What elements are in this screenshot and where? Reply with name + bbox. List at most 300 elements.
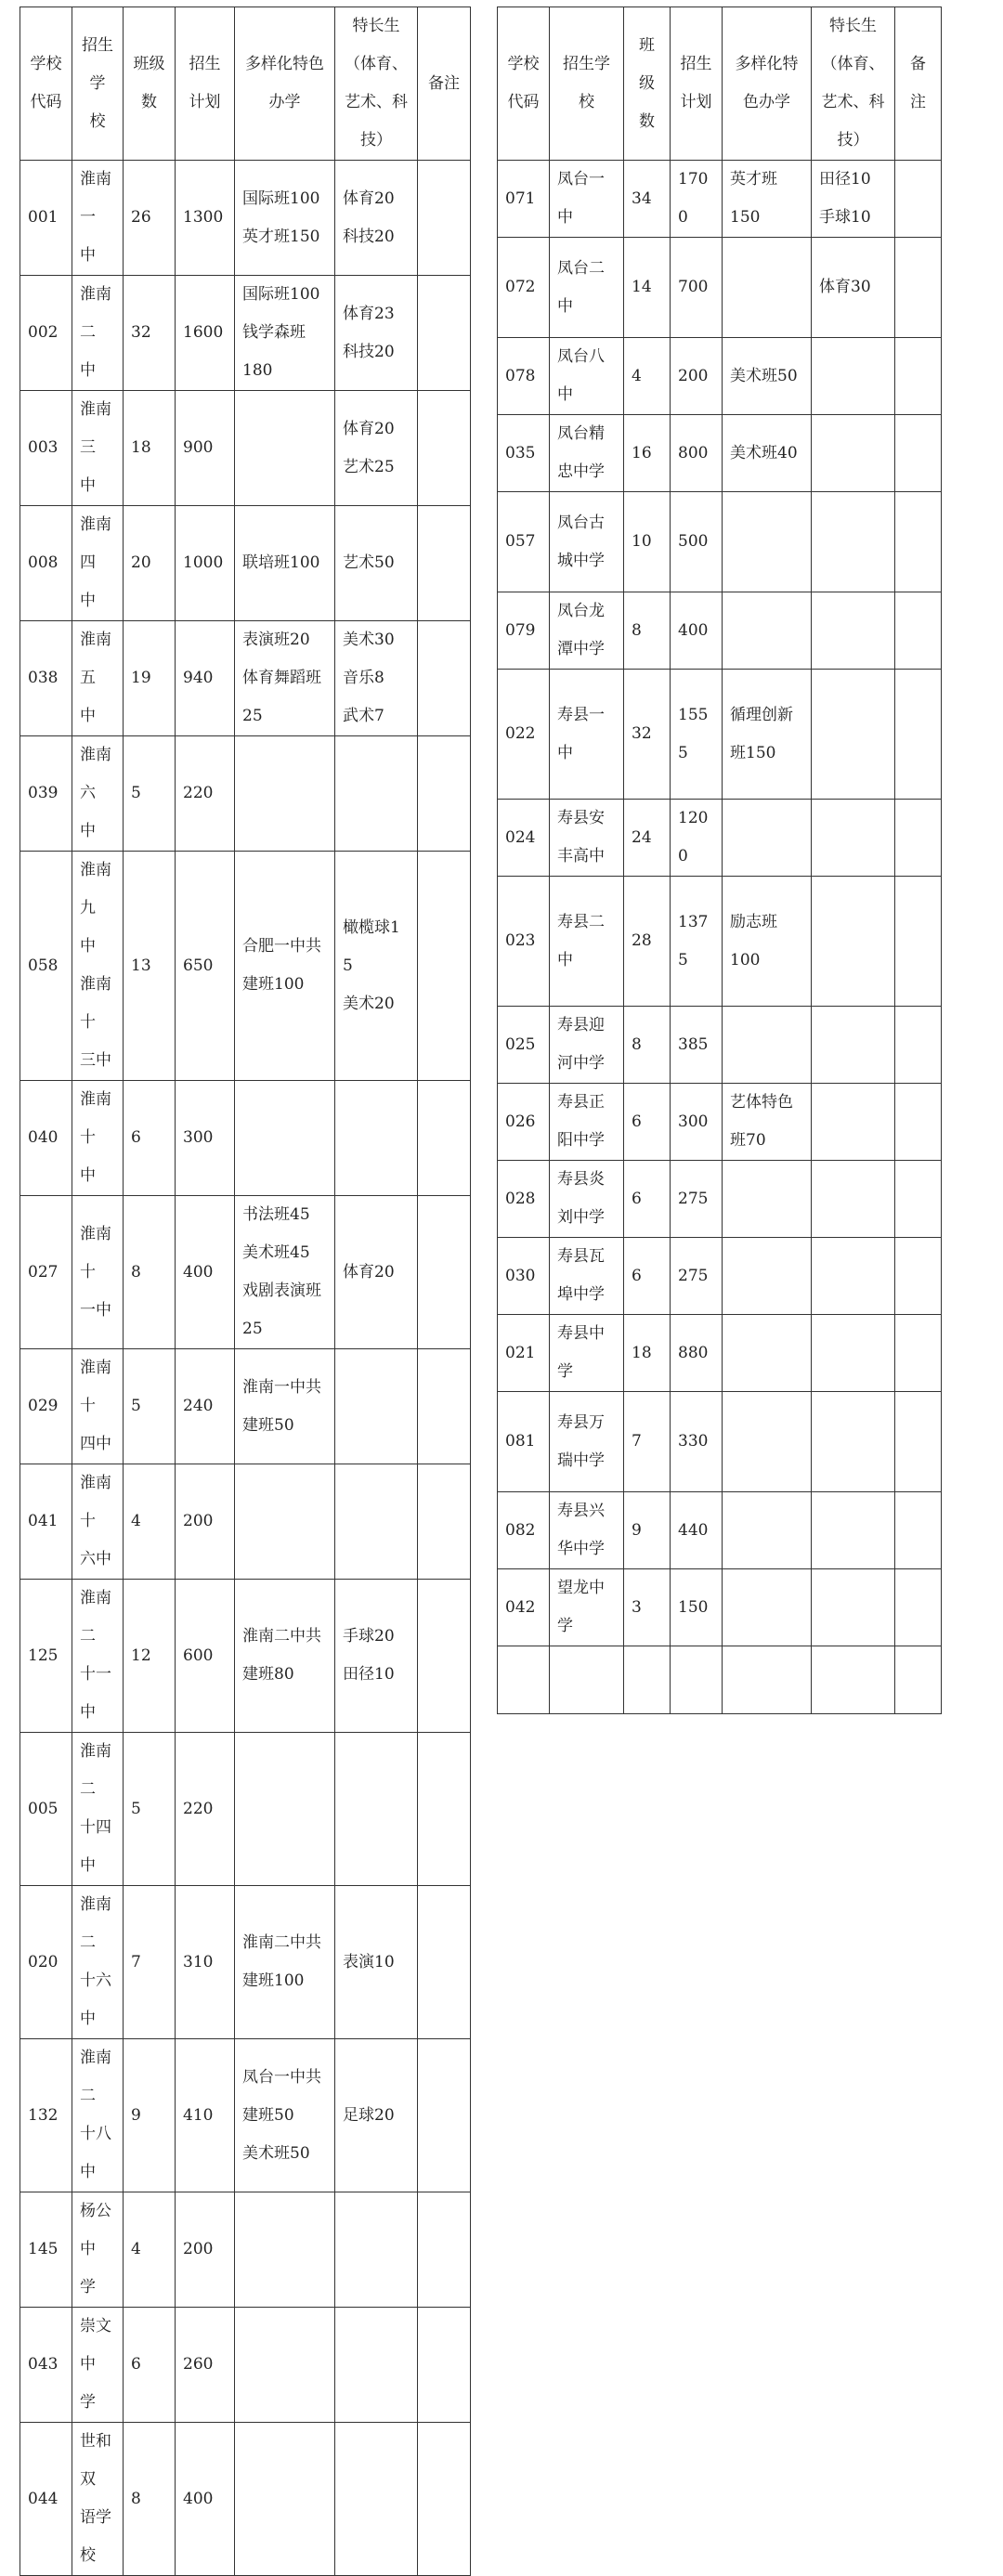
table-header-row	[498, 7, 942, 161]
enrollment-plan-cell: 200	[671, 338, 723, 415]
school-code-cell: 057	[498, 492, 550, 592]
school-code-cell: 058	[20, 852, 72, 1081]
table-row	[498, 238, 942, 338]
enrollment-plan-cell: 1555	[671, 670, 723, 800]
diverse-program-cell: 淮南一中共 建班50	[235, 1349, 335, 1464]
enrollment-plan-cell: 275	[671, 1238, 723, 1315]
remarks-cell	[895, 415, 942, 492]
school-code-cell: 005	[20, 1733, 72, 1886]
specialty-students-cell	[812, 492, 895, 592]
enrollment-plan-cell: 940	[176, 621, 235, 736]
specialty-students-cell: 体育20 科技20	[335, 161, 418, 276]
school-code-cell: 040	[20, 1081, 72, 1196]
enrollment-table-left	[20, 7, 471, 2576]
specialty-students-cell	[812, 1315, 895, 1392]
specialty-students-cell: 手球20 田径10	[335, 1580, 418, 1733]
header-remarks: 备 注	[895, 7, 942, 161]
specialty-students-cell	[335, 1349, 418, 1464]
class-count-cell: 6	[124, 2308, 176, 2423]
school-name-cell: 望龙中 学	[550, 1569, 624, 1646]
table-row	[20, 2308, 471, 2423]
school-name-cell: 淮南十 六中	[72, 1464, 124, 1580]
school-code-cell: 025	[498, 1007, 550, 1084]
school-name-cell: 寿县一 中	[550, 670, 624, 800]
class-count-cell: 5	[124, 1349, 176, 1464]
diverse-program-cell: 英才班 150	[723, 161, 812, 238]
table-row	[498, 1569, 942, 1646]
school-name-cell: 淮南十 四中	[72, 1349, 124, 1464]
enrollment-plan-cell: 1600	[176, 276, 235, 391]
school-name-cell: 寿县兴 华中学	[550, 1492, 624, 1569]
class-count-cell: 7	[124, 1886, 176, 2039]
remarks-cell	[895, 1007, 942, 1084]
header-enrollment-plan: 招生 计划	[671, 7, 723, 161]
diverse-program-cell: 联培班100	[235, 506, 335, 621]
diverse-program-cell	[235, 2423, 335, 2576]
school-code-cell: 020	[20, 1886, 72, 2039]
specialty-students-cell	[812, 670, 895, 800]
enrollment-plan-cell: 1000	[176, 506, 235, 621]
remarks-cell	[895, 877, 942, 1007]
class-count-cell: 14	[624, 238, 671, 338]
table-row	[20, 736, 471, 852]
diverse-program-cell	[723, 592, 812, 670]
enrollment-plan-cell: 150	[671, 1569, 723, 1646]
class-count-cell: 10	[624, 492, 671, 592]
diverse-program-cell: 国际班100 钱学森班 180	[235, 276, 335, 391]
table-row	[20, 1081, 471, 1196]
diverse-program-cell	[723, 238, 812, 338]
school-name-cell: 凤台八 中	[550, 338, 624, 415]
school-code-cell: 041	[20, 1464, 72, 1580]
remarks-cell	[418, 1464, 471, 1580]
enrollment-plan-cell: 300	[176, 1081, 235, 1196]
enrollment-plan-cell: 310	[176, 1886, 235, 2039]
class-count-cell: 16	[624, 415, 671, 492]
header-diverse-program: 多样化特色 办学	[235, 7, 335, 161]
table-row	[20, 1349, 471, 1464]
diverse-program-cell	[235, 391, 335, 506]
specialty-students-cell	[812, 800, 895, 877]
diverse-program-cell	[723, 492, 812, 592]
remarks-cell	[895, 1569, 942, 1646]
school-name-cell: 寿县炎 刘中学	[550, 1161, 624, 1238]
table-row	[20, 2039, 471, 2192]
enrollment-plan-cell: 440	[671, 1492, 723, 1569]
class-count-cell: 32	[624, 670, 671, 800]
class-count-cell: 34	[624, 161, 671, 238]
diverse-program-cell: 凤台一中共 建班50 美术班50	[235, 2039, 335, 2192]
school-name-cell: 淮南四 中	[72, 506, 124, 621]
diverse-program-cell: 美术班40	[723, 415, 812, 492]
diverse-program-cell: 励志班 100	[723, 877, 812, 1007]
school-name-cell: 寿县二 中	[550, 877, 624, 1007]
school-name-cell: 凤台精 忠中学	[550, 415, 624, 492]
enrollment-plan-cell: 200	[176, 2192, 235, 2308]
specialty-students-cell	[812, 1161, 895, 1238]
school-code-cell: 071	[498, 161, 550, 238]
remarks-cell	[418, 1081, 471, 1196]
school-code-cell: 081	[498, 1392, 550, 1492]
enrollment-plan-cell: 240	[176, 1349, 235, 1464]
remarks-cell	[895, 1392, 942, 1492]
school-code-cell: 023	[498, 877, 550, 1007]
school-name-cell: 淮南一 中	[72, 161, 124, 276]
table-row	[498, 492, 942, 592]
school-code-cell: 072	[498, 238, 550, 338]
class-count-cell: 4	[124, 2192, 176, 2308]
specialty-students-cell	[812, 1238, 895, 1315]
school-code-cell: 044	[20, 2423, 72, 2576]
specialty-students-cell: 表演10	[335, 1886, 418, 2039]
table-row	[20, 1733, 471, 1886]
header-school-code: 学校 代码	[20, 7, 72, 161]
school-code-cell: 026	[498, 1084, 550, 1161]
class-count-cell: 4	[624, 338, 671, 415]
school-code-cell: 079	[498, 592, 550, 670]
school-code-cell: 145	[20, 2192, 72, 2308]
header-specialty-students: 特长生 （体育、 艺术、科 技）	[335, 7, 418, 161]
diverse-program-cell: 循理创新 班150	[723, 670, 812, 800]
school-name-cell: 淮南三 中	[72, 391, 124, 506]
enrollment-plan-cell: 400	[176, 2423, 235, 2576]
remarks-cell	[418, 2039, 471, 2192]
school-code-cell: 003	[20, 391, 72, 506]
enrollment-plan-cell: 275	[671, 1161, 723, 1238]
school-code-cell: 132	[20, 2039, 72, 2192]
enrollment-plan-cell: 300	[671, 1084, 723, 1161]
remarks-cell	[895, 670, 942, 800]
remarks-cell	[895, 338, 942, 415]
table-row	[498, 1238, 942, 1315]
diverse-program-cell	[235, 2192, 335, 2308]
enrollment-plan-cell: 880	[671, 1315, 723, 1392]
specialty-students-cell	[812, 1492, 895, 1569]
school-name-cell: 淮南二 十六中	[72, 1886, 124, 2039]
school-name-cell: 淮南二 十一中	[72, 1580, 124, 1733]
table-header-row	[20, 7, 471, 161]
table-row	[20, 1886, 471, 2039]
class-count-cell: 8	[124, 1196, 176, 1349]
school-name-cell: 寿县万 瑞中学	[550, 1392, 624, 1492]
class-count-cell: 3	[624, 1569, 671, 1646]
remarks-cell	[418, 506, 471, 621]
specialty-students-cell	[812, 1084, 895, 1161]
class-count-cell: 20	[124, 506, 176, 621]
remarks-cell	[418, 1733, 471, 1886]
school-code-cell: 035	[498, 415, 550, 492]
enrollment-plan-cell: 1200	[671, 800, 723, 877]
table-row	[498, 1007, 942, 1084]
diverse-program-cell: 美术班50	[723, 338, 812, 415]
diverse-program-cell	[723, 800, 812, 877]
school-name-cell: 寿县迎 河中学	[550, 1007, 624, 1084]
enrollment-plan-cell: 220	[176, 736, 235, 852]
school-code-cell: 002	[20, 276, 72, 391]
specialty-students-cell: 美术30 音乐8 武术7	[335, 621, 418, 736]
diverse-program-cell	[235, 1081, 335, 1196]
enrollment-tables	[20, 7, 942, 2576]
school-code-cell: 125	[20, 1580, 72, 1733]
enrollment-plan-cell: 330	[671, 1392, 723, 1492]
diverse-program-cell: 艺体特色 班70	[723, 1084, 812, 1161]
table-row	[498, 1646, 942, 1714]
class-count-cell: 6	[124, 1081, 176, 1196]
remarks-cell	[895, 1238, 942, 1315]
specialty-students-cell: 体育20	[335, 1196, 418, 1349]
specialty-students-cell	[812, 592, 895, 670]
school-code-cell: 028	[498, 1161, 550, 1238]
enrollment-plan-cell: 260	[176, 2308, 235, 2423]
school-code-cell: 030	[498, 1238, 550, 1315]
remarks-cell	[418, 2308, 471, 2423]
school-name-cell	[550, 1646, 624, 1714]
specialty-students-cell	[812, 1569, 895, 1646]
remarks-cell	[895, 1315, 942, 1392]
header-school-name: 招生学 校	[72, 7, 124, 161]
specialty-students-cell	[812, 1392, 895, 1492]
table-row	[498, 1315, 942, 1392]
enrollment-plan-cell: 400	[671, 592, 723, 670]
diverse-program-cell	[723, 1646, 812, 1714]
school-name-cell: 寿县安 丰高中	[550, 800, 624, 877]
table-row	[20, 276, 471, 391]
remarks-cell	[895, 592, 942, 670]
table-row	[498, 592, 942, 670]
class-count-cell: 5	[124, 736, 176, 852]
table-row	[498, 1392, 942, 1492]
specialty-students-cell	[812, 877, 895, 1007]
school-code-cell: 043	[20, 2308, 72, 2423]
header-specialty-students: 特长生 （体育、 艺术、科 技）	[812, 7, 895, 161]
class-count-cell: 9	[624, 1492, 671, 1569]
remarks-cell	[895, 1492, 942, 1569]
enrollment-plan-cell: 200	[176, 1464, 235, 1580]
specialty-students-cell	[335, 2192, 418, 2308]
specialty-students-cell: 体育23 科技20	[335, 276, 418, 391]
specialty-students-cell: 体育20 艺术25	[335, 391, 418, 506]
remarks-cell	[418, 621, 471, 736]
remarks-cell	[895, 1646, 942, 1714]
diverse-program-cell: 表演班20 体育舞蹈班 25	[235, 621, 335, 736]
diverse-program-cell	[235, 2308, 335, 2423]
class-count-cell: 26	[124, 161, 176, 276]
school-name-cell: 凤台古 城中学	[550, 492, 624, 592]
table-row	[20, 852, 471, 1081]
remarks-cell	[418, 1886, 471, 2039]
class-count-cell: 32	[124, 276, 176, 391]
specialty-students-cell: 艺术50	[335, 506, 418, 621]
school-code-cell: 039	[20, 736, 72, 852]
specialty-students-cell	[812, 1007, 895, 1084]
specialty-students-cell	[335, 1081, 418, 1196]
header-class-count: 班 级 数	[624, 7, 671, 161]
table-row	[498, 1084, 942, 1161]
school-code-cell: 021	[498, 1315, 550, 1392]
diverse-program-cell	[723, 1392, 812, 1492]
specialty-students-cell	[335, 2423, 418, 2576]
school-name-cell: 淮南二 中	[72, 276, 124, 391]
enrollment-plan-cell: 800	[671, 415, 723, 492]
class-count-cell: 19	[124, 621, 176, 736]
table-row	[498, 800, 942, 877]
school-code-cell	[498, 1646, 550, 1714]
school-name-cell: 淮南十 一中	[72, 1196, 124, 1349]
remarks-cell	[895, 161, 942, 238]
class-count-cell: 8	[124, 2423, 176, 2576]
remarks-cell	[418, 276, 471, 391]
school-name-cell: 世和双 语学校	[72, 2423, 124, 2576]
enrollment-plan-cell: 410	[176, 2039, 235, 2192]
remarks-cell	[418, 2192, 471, 2308]
diverse-program-cell	[723, 1569, 812, 1646]
diverse-program-cell: 淮南二中共 建班80	[235, 1580, 335, 1733]
diverse-program-cell	[723, 1238, 812, 1315]
diverse-program-cell	[723, 1161, 812, 1238]
school-code-cell: 082	[498, 1492, 550, 1569]
school-code-cell: 008	[20, 506, 72, 621]
school-name-cell: 淮南九 中 淮南十 三中	[72, 852, 124, 1081]
school-code-cell: 022	[498, 670, 550, 800]
diverse-program-cell: 合肥一中共 建班100	[235, 852, 335, 1081]
class-count-cell: 18	[624, 1315, 671, 1392]
class-count-cell: 12	[124, 1580, 176, 1733]
school-name-cell: 淮南五 中	[72, 621, 124, 736]
class-count-cell: 28	[624, 877, 671, 1007]
enrollment-plan-cell: 650	[176, 852, 235, 1081]
remarks-cell	[418, 1196, 471, 1349]
school-code-cell: 078	[498, 338, 550, 415]
specialty-students-cell	[335, 1464, 418, 1580]
diverse-program-cell	[723, 1315, 812, 1392]
enrollment-plan-cell: 400	[176, 1196, 235, 1349]
diverse-program-cell	[723, 1007, 812, 1084]
specialty-students-cell	[335, 2308, 418, 2423]
class-count-cell: 4	[124, 1464, 176, 1580]
specialty-students-cell: 足球20	[335, 2039, 418, 2192]
specialty-students-cell	[812, 338, 895, 415]
enrollment-plan-cell: 900	[176, 391, 235, 506]
class-count-cell: 8	[624, 1007, 671, 1084]
enrollment-plan-cell: 1300	[176, 161, 235, 276]
school-name-cell: 凤台二 中	[550, 238, 624, 338]
school-name-cell: 凤台龙 潭中学	[550, 592, 624, 670]
school-name-cell: 崇文中 学	[72, 2308, 124, 2423]
header-diverse-program: 多样化特 色办学	[723, 7, 812, 161]
table-row	[20, 2423, 471, 2576]
school-code-cell: 024	[498, 800, 550, 877]
school-code-cell: 001	[20, 161, 72, 276]
class-count-cell: 6	[624, 1084, 671, 1161]
enrollment-plan-cell: 500	[671, 492, 723, 592]
class-count-cell: 9	[124, 2039, 176, 2192]
remarks-cell	[895, 1161, 942, 1238]
table-row	[498, 338, 942, 415]
school-code-cell: 042	[498, 1569, 550, 1646]
school-name-cell: 凤台一 中	[550, 161, 624, 238]
table-row	[498, 877, 942, 1007]
table-row	[20, 1464, 471, 1580]
table-row	[498, 415, 942, 492]
table-row	[20, 506, 471, 621]
school-name-cell: 淮南十 中	[72, 1081, 124, 1196]
header-remarks: 备注	[418, 7, 471, 161]
table-row	[498, 1492, 942, 1569]
class-count-cell: 13	[124, 852, 176, 1081]
school-name-cell: 淮南二 十八中	[72, 2039, 124, 2192]
remarks-cell	[418, 1580, 471, 1733]
table-row	[20, 391, 471, 506]
specialty-students-cell: 田径10 手球10	[812, 161, 895, 238]
header-class-count: 班级 数	[124, 7, 176, 161]
specialty-students-cell	[812, 415, 895, 492]
enrollment-plan-cell	[671, 1646, 723, 1714]
table-row	[20, 1580, 471, 1733]
header-school-code: 学校 代码	[498, 7, 550, 161]
school-name-cell: 寿县瓦 埠中学	[550, 1238, 624, 1315]
specialty-students-cell	[335, 1733, 418, 1886]
specialty-students-cell	[335, 736, 418, 852]
table-row	[20, 621, 471, 736]
diverse-program-cell: 淮南二中共 建班100	[235, 1886, 335, 2039]
class-count-cell: 8	[624, 592, 671, 670]
diverse-program-cell: 国际班100 英才班150	[235, 161, 335, 276]
diverse-program-cell	[723, 1492, 812, 1569]
table-row	[498, 1161, 942, 1238]
header-enrollment-plan: 招生 计划	[176, 7, 235, 161]
school-name-cell: 寿县中 学	[550, 1315, 624, 1392]
class-count-cell: 5	[124, 1733, 176, 1886]
table-row	[498, 670, 942, 800]
remarks-cell	[418, 852, 471, 1081]
remarks-cell	[418, 2423, 471, 2576]
school-code-cell: 038	[20, 621, 72, 736]
school-code-cell: 027	[20, 1196, 72, 1349]
class-count-cell: 7	[624, 1392, 671, 1492]
header-school-name: 招生学 校	[550, 7, 624, 161]
school-code-cell: 029	[20, 1349, 72, 1464]
specialty-students-cell: 体育30	[812, 238, 895, 338]
diverse-program-cell: 书法班45 美术班45 戏剧表演班 25	[235, 1196, 335, 1349]
enrollment-plan-cell: 600	[176, 1580, 235, 1733]
remarks-cell	[418, 736, 471, 852]
enrollment-plan-cell: 700	[671, 238, 723, 338]
class-count-cell: 6	[624, 1161, 671, 1238]
table-row	[20, 2192, 471, 2308]
table-row	[498, 161, 942, 238]
class-count-cell: 6	[624, 1238, 671, 1315]
table-row	[20, 161, 471, 276]
remarks-cell	[895, 800, 942, 877]
enrollment-plan-cell: 1375	[671, 877, 723, 1007]
diverse-program-cell	[235, 1464, 335, 1580]
school-name-cell: 淮南二 十四中	[72, 1733, 124, 1886]
specialty-students-cell: 橄榄球15 美术20	[335, 852, 418, 1081]
class-count-cell: 18	[124, 391, 176, 506]
diverse-program-cell	[235, 736, 335, 852]
remarks-cell	[895, 492, 942, 592]
school-name-cell: 淮南六 中	[72, 736, 124, 852]
diverse-program-cell	[235, 1733, 335, 1886]
enrollment-table-right	[497, 7, 942, 1714]
remarks-cell	[418, 391, 471, 506]
table-row	[20, 1196, 471, 1349]
enrollment-plan-cell: 1700	[671, 161, 723, 238]
class-count-cell	[624, 1646, 671, 1714]
remarks-cell	[895, 238, 942, 338]
remarks-cell	[418, 1349, 471, 1464]
specialty-students-cell	[812, 1646, 895, 1714]
